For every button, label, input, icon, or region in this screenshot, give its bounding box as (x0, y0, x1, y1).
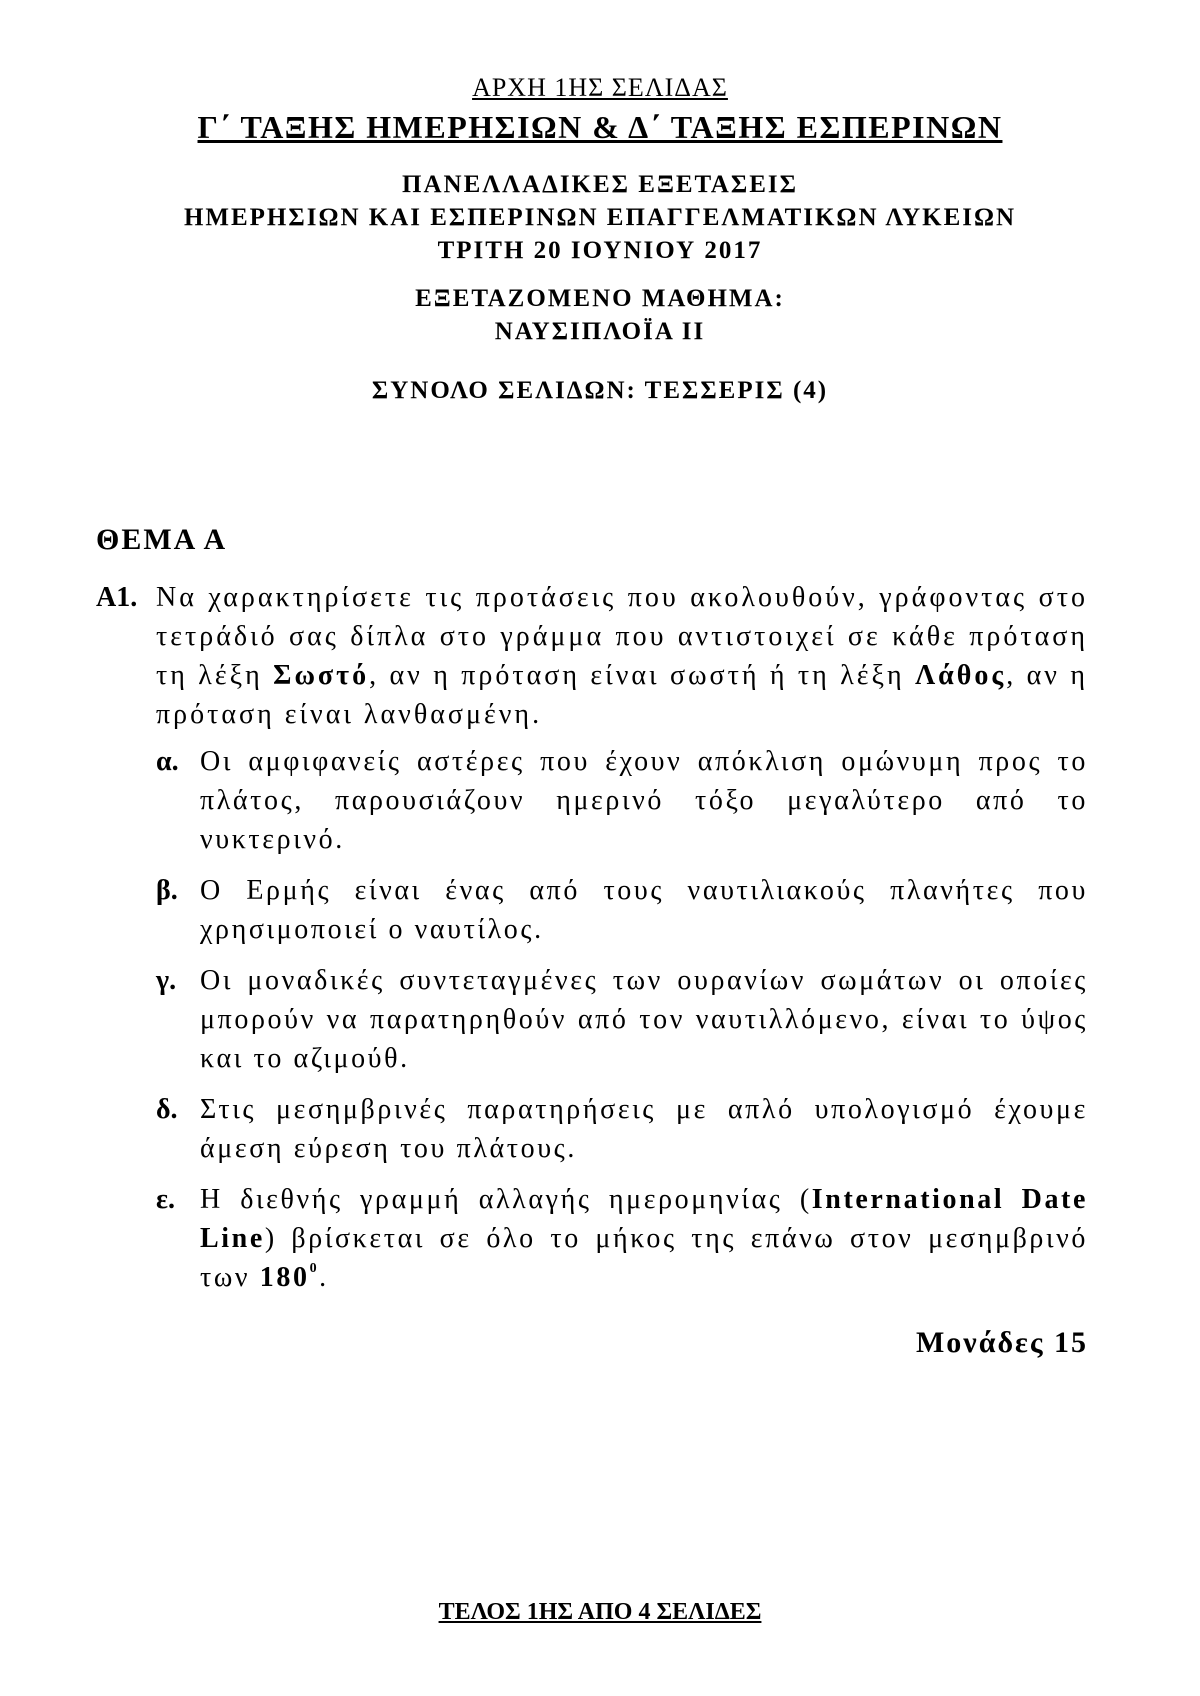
exam-date: ΤΡΙΤΗ 20 ΙΟΥΝΙΟΥ 2017 (437, 237, 763, 264)
statement-letter: β. (156, 875, 178, 906)
statement-letter: ε. (156, 1184, 175, 1215)
marks-label: Μονάδες 15 (915, 1326, 1088, 1359)
statement-text-part: ) βρίσκεται σε όλο το μήκος της επάνω στον μεσημβρινό των (200, 1223, 1088, 1293)
statement-item (156, 742, 1088, 859)
subject-name: ΝΑΥΣΙΠΛΟΪΑ ΙΙ (494, 318, 706, 345)
statement-item (156, 1090, 1088, 1168)
statement-text: Οι αμφιφανείς αστέρες που έχουν απόκλιση ομώνυμη προς το πλάτος, παρουσιάζουν ημερινό τόξο μεγαλύτερο από το νυκτερινό. (200, 746, 1088, 855)
statement-item (156, 871, 1088, 949)
page-start-marker: ΑΡΧΗ 1ΗΣ ΣΕΛΙΔΑΣ (472, 73, 728, 102)
statement-text-part: . (319, 1262, 329, 1293)
page-end-marker: ΤΕΛΟΣ 1ΗΣ ΑΠΟ 4 ΣΕΛΙΔΕΣ (438, 1599, 762, 1625)
statement-letter: α. (156, 746, 179, 777)
statement-text: Οι μοναδικές συντεταγμένες των ουρανίων σωμάτων οι οποίες μπορούν να παρατηρηθούν από τον ναυτιλλόμενο, είναι το ύψος και το αζιμούθ. (200, 965, 1088, 1074)
statement-item (156, 961, 1088, 1078)
statement-text (200, 1180, 1088, 1297)
statement-letter: γ. (156, 965, 177, 996)
exam-info (0, 168, 1200, 267)
statement-text-part: Η διεθνής γραμμή αλλαγής ημερομηνίας ( (200, 1184, 812, 1215)
question-number: Α1. (96, 582, 138, 613)
instruction-text: Να χαρακτηρίσετε τις προτάσεις που ακολουθούν, γράφοντας στο τετράδιό σας δίπλα στο γράμμα που αντιστοιχεί σε κάθε πρόταση τη λέξη (156, 582, 1088, 691)
statement-text: Στις μεσημβρινές παρατηρήσεις με απλό υπολογισμό έχουμε άμεση εύρεση του πλάτους. (200, 1094, 1088, 1164)
subject-label: ΕΞΕΤΑΖΟΜΕΝΟ ΜΑΘΗΜΑ: (415, 285, 785, 312)
topic-heading: ΘΕΜΑ Α (96, 523, 228, 556)
statement-item (156, 1180, 1088, 1297)
subject-info (0, 282, 1200, 348)
meridian-value: 180 (259, 1262, 310, 1293)
exam-info-line: ΗΜΕΡΗΣΙΩΝ ΚΑΙ ΕΣΠΕΡΙΝΩΝ ΕΠΑΓΓΕΛΜΑΤΙΚΩΝ ΛΥΚΕΙΩΝ (183, 204, 1017, 231)
question-a1 (96, 578, 1088, 1309)
statement-letter: δ. (156, 1094, 178, 1125)
statement-list (156, 742, 1088, 1297)
correct-word: Σωστό (273, 660, 370, 691)
english-term: International Date Line (200, 1184, 1089, 1254)
wrong-word: Λάθος (915, 660, 1007, 691)
degree-mark: 0 (309, 1261, 320, 1276)
instruction-text: , αν η πρόταση είναι λανθασμένη. (156, 660, 1088, 730)
exam-info-line: ΠΑΝΕΛΛΑΔΙΚΕΣ ΕΞΕΤΑΣΕΙΣ (402, 171, 798, 198)
pages-total: ΣΥΝΟΛΟ ΣΕΛΙΔΩΝ: ΤΕΣΣΕΡΙΣ (4) (371, 377, 829, 404)
question-instructions (156, 578, 1088, 734)
instruction-text: , αν η πρόταση είναι σωστή ή τη λέξη (369, 660, 916, 691)
grade-title: Γ΄ ΤΑΞΗΣ ΗΜΕΡΗΣΙΩΝ & Δ΄ ΤΑΞΗΣ ΕΣΠΕΡΙΝΩΝ (197, 109, 1003, 145)
statement-text: Ο Ερμής είναι ένας από τους ναυτιλιακούς πλανήτες που χρησιμοποιεί ο ναυτίλος. (200, 875, 1088, 945)
